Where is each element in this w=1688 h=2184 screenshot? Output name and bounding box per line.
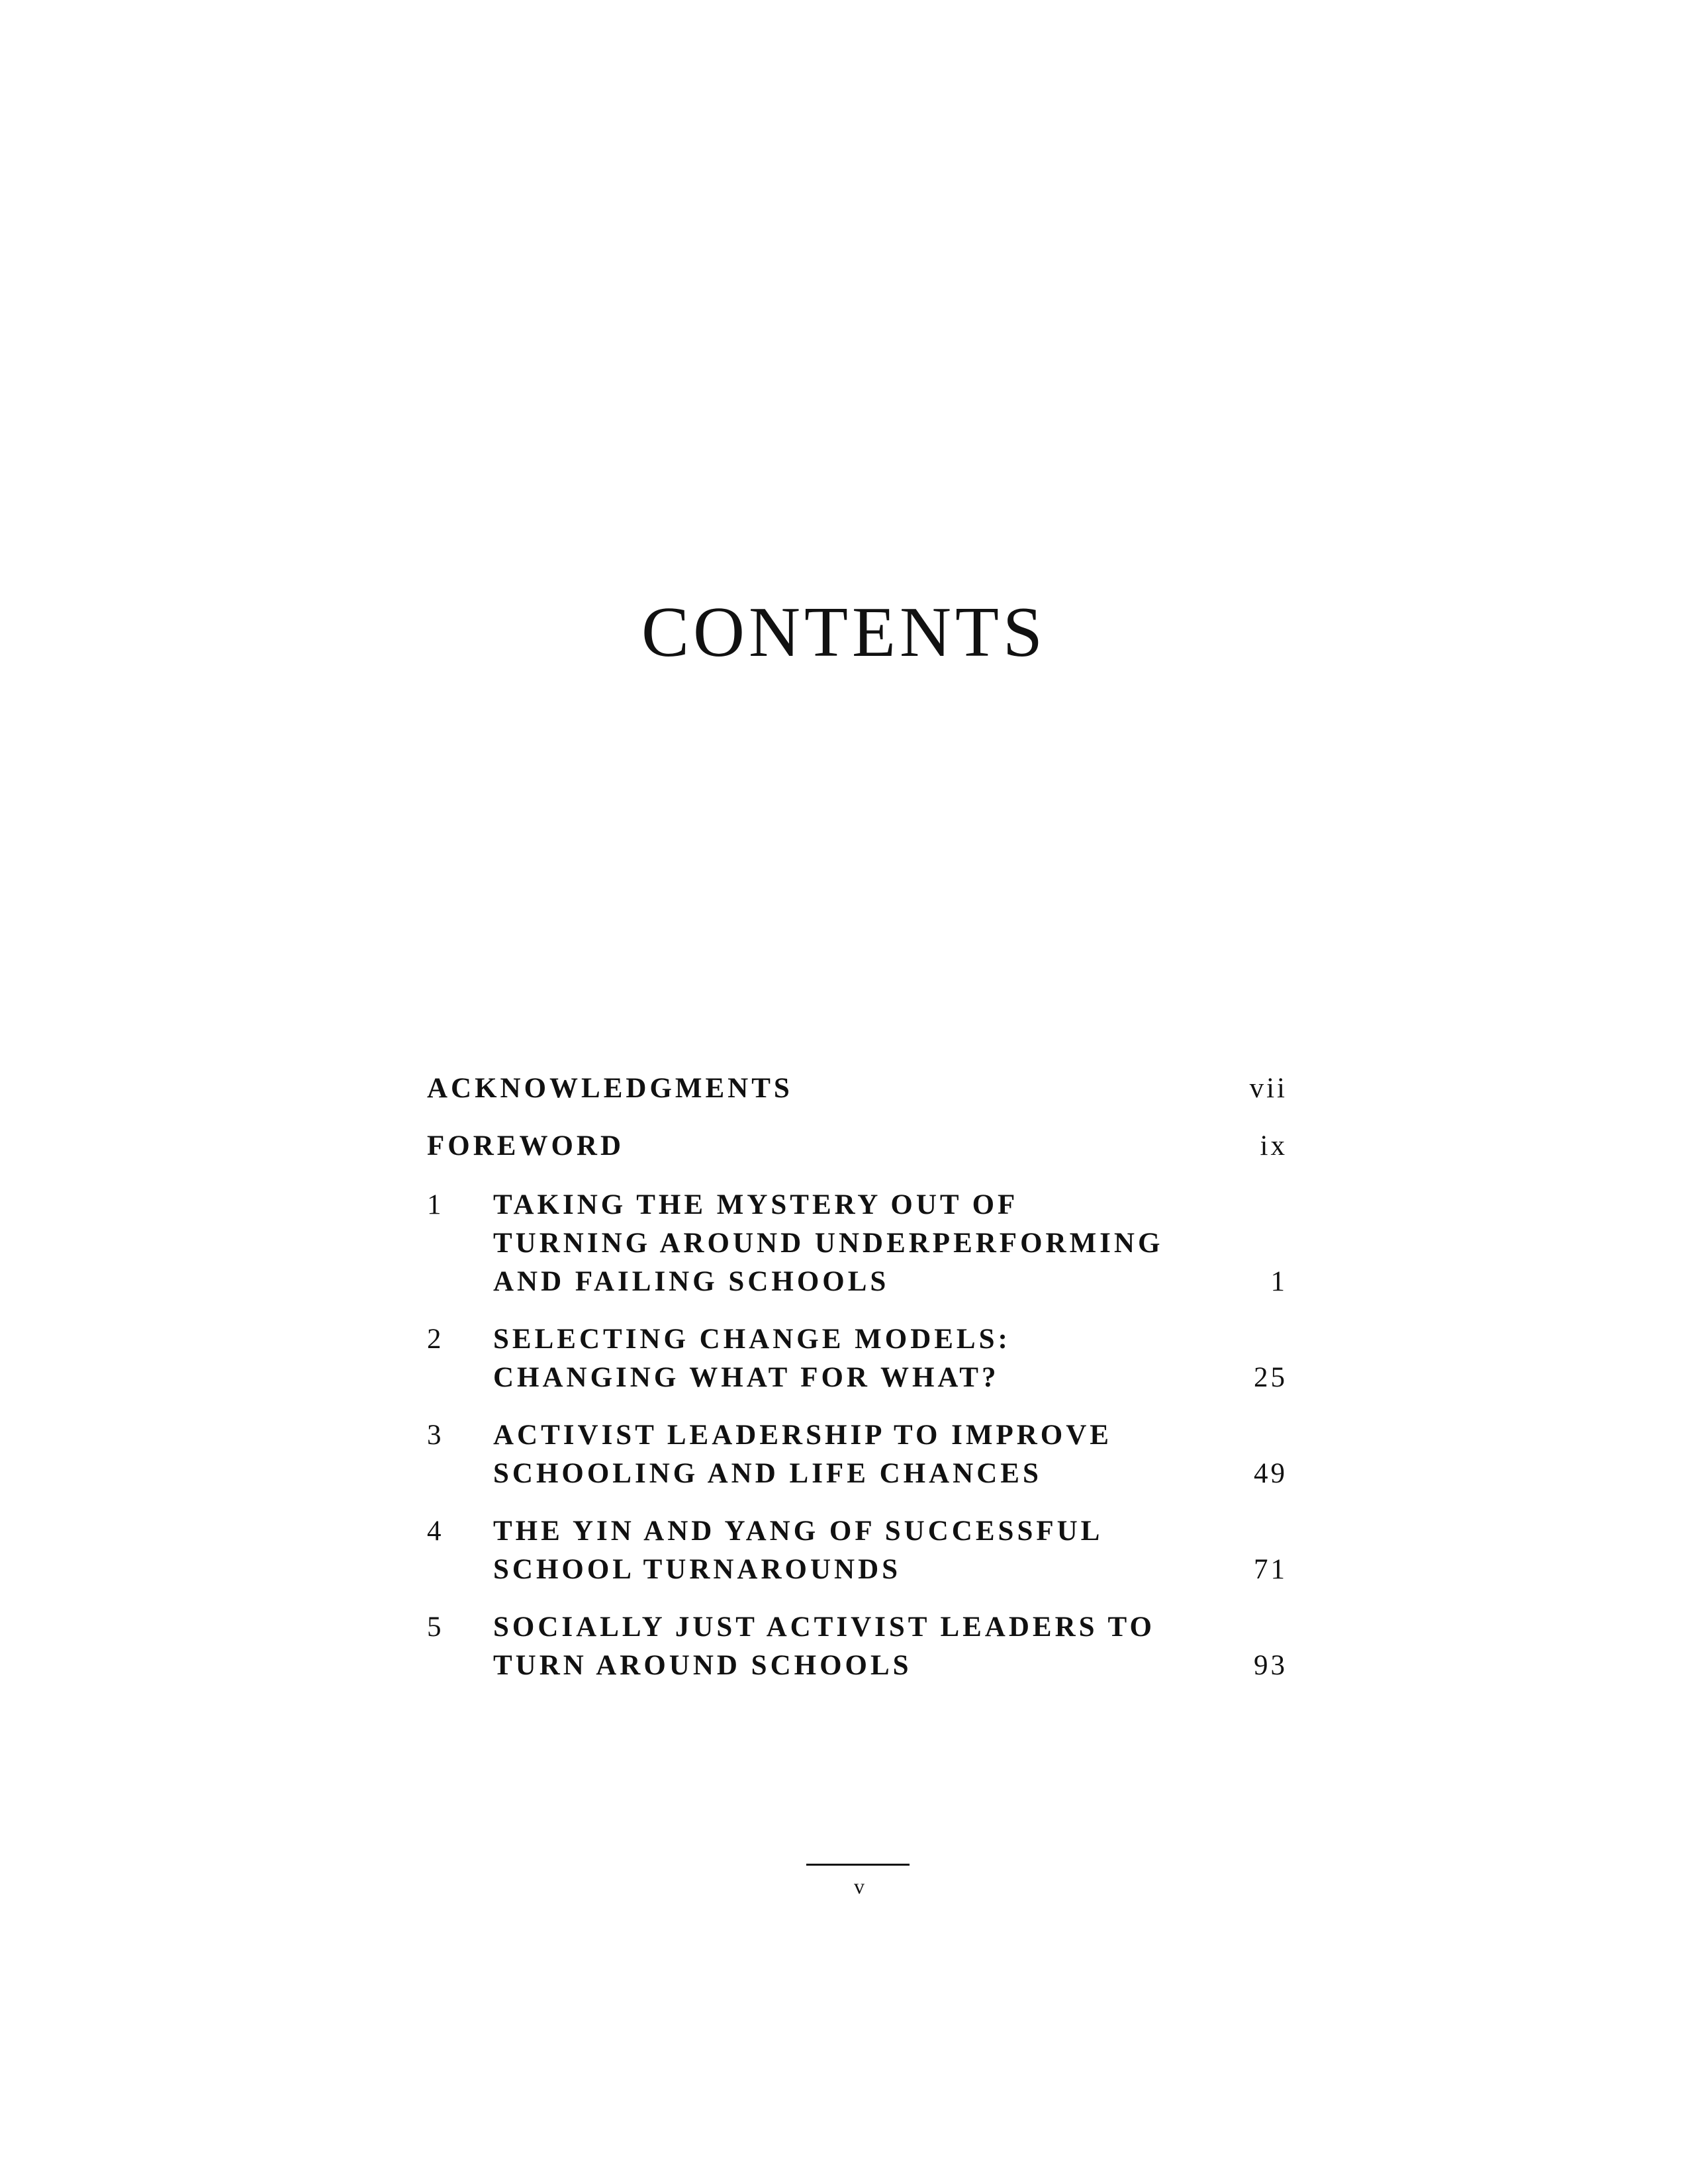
chapter-title-line: SOCIALLY JUST ACTIVIST LEADERS TO	[493, 1612, 1155, 1643]
chapter-title-line: AND FAILING SCHOOLS	[493, 1266, 890, 1297]
folio-rule	[806, 1864, 910, 1866]
chapter-title	[493, 1416, 1208, 1493]
chapter-title-line: CHANGING WHAT FOR WHAT?	[493, 1362, 1000, 1393]
toc-chapter-3[interactable]	[427, 1416, 1288, 1493]
chapter-title-line: ACTIVIST LEADERSHIP TO IMPROVE	[493, 1420, 1112, 1451]
chapter-title-line: TURNING AROUND UNDERPERFORMING	[493, 1228, 1164, 1259]
chapter-title-line: TURN AROUND SCHOOLS	[493, 1650, 912, 1681]
chapter-title-line: SCHOOLING AND LIFE CHANCES	[493, 1458, 1042, 1489]
chapter-title	[493, 1608, 1208, 1685]
chapter-number: 5	[427, 1612, 442, 1643]
chapter-title-line: THE YIN AND YANG OF SUCCESSFUL	[493, 1516, 1103, 1547]
chapter-title-line: TAKING THE MYSTERY OUT OF	[493, 1189, 1019, 1220]
page-folio: v	[854, 1874, 865, 1898]
chapter-title	[493, 1186, 1208, 1301]
chapter-number: 3	[427, 1420, 442, 1451]
toc-entry-title: ACKNOWLEDGMENTS	[427, 1073, 793, 1104]
toc-page-number: vii	[1249, 1073, 1288, 1104]
chapter-title	[493, 1512, 1208, 1589]
toc-entry-title: FOREWORD	[427, 1130, 624, 1161]
toc-chapter-4[interactable]	[427, 1512, 1288, 1589]
toc-chapter-2[interactable]	[427, 1320, 1288, 1397]
toc-chapter-5[interactable]	[427, 1608, 1288, 1685]
toc-entry-foreword[interactable]	[427, 1126, 1288, 1166]
chapter-title-line: SCHOOL TURNAROUNDS	[493, 1554, 902, 1585]
toc-page-number: 71	[1254, 1554, 1288, 1585]
toc-page-number: ix	[1260, 1130, 1288, 1161]
chapter-title	[493, 1320, 1208, 1397]
chapter-title-line: SELECTING CHANGE MODELS:	[493, 1324, 1011, 1355]
chapter-number: 4	[427, 1516, 442, 1547]
chapter-number: 1	[427, 1189, 442, 1220]
table-of-contents	[427, 1069, 1288, 1704]
toc-entry-acknowledgments[interactable]	[427, 1069, 1288, 1109]
page-title: CONTENTS	[641, 593, 1047, 672]
chapter-number: 2	[427, 1324, 442, 1355]
toc-chapter-1[interactable]	[427, 1186, 1288, 1301]
toc-page-number: 49	[1254, 1458, 1288, 1489]
toc-page-number: 93	[1254, 1650, 1288, 1681]
toc-page-number: 1	[1270, 1266, 1288, 1297]
toc-page-number: 25	[1254, 1362, 1288, 1393]
